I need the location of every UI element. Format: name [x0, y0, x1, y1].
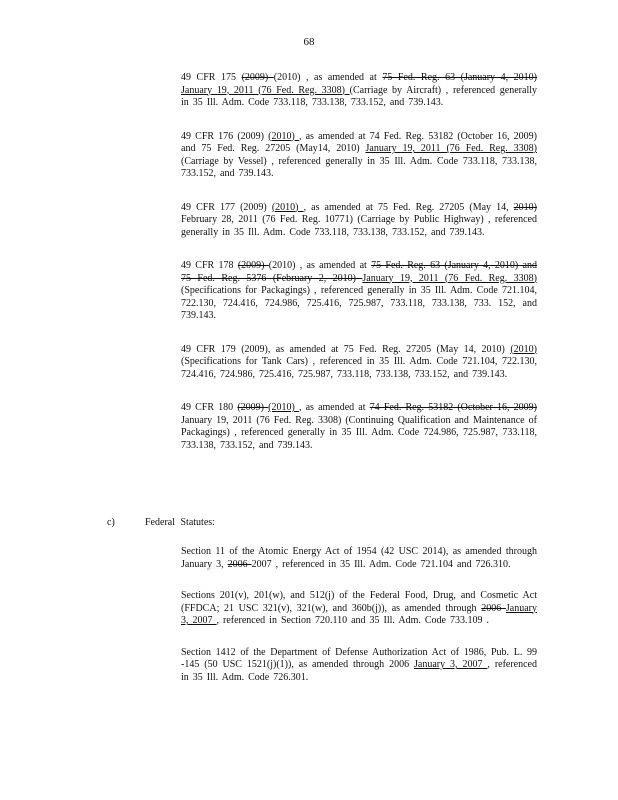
reference-entry [181, 131, 537, 181]
entry-text: 49 CFR 178 [181, 260, 238, 271]
inserted-text: January 3, 2007 [414, 659, 488, 670]
entry-text: 2007 , referenced in 35 Ill. Adm. Code 721.104 and 726.310. [251, 558, 511, 570]
entry-text: 49 CFR 179 (2009), as amended at 75 Fed. Reg. 27205 (May 14, 2010) [181, 343, 511, 355]
cfr-reference-list [181, 72, 537, 473]
reference-entry [181, 647, 537, 685]
inserted-text: January 3, 2007 [181, 602, 537, 626]
deleted-text: 75 Fed. Reg. 63 (January 4, 2010) [382, 72, 537, 83]
entry-text: 49 CFR 177 (2009) [181, 201, 272, 213]
inserted-text: (2010) [268, 130, 299, 142]
entry-text: , referenced in Section 720.110 and 35 Ill. Adm. Code 733.109 . [216, 615, 489, 626]
inserted-text: (2010) [510, 343, 537, 355]
entry-text: (Specifications for Packagings) , referenced generally in 35 Ill. Adm. Code 721.104, 722.130, 724.416, 724.986, 725.416, 725.987, 733.118, 733.138, 733. 152, and 739.143. [181, 285, 537, 321]
entry-text: (2010) , as amended at [273, 72, 383, 83]
entry-text: Section 11 of the Atomic Energy Act of 1954 (42 USC 2014), as amended through January 3, [181, 546, 537, 570]
deleted-text: 75 Fed. Reg. 63 (January 4, 2010) and 75 Fed. Reg. 5376 (February 2, 2010) [181, 260, 537, 284]
entry-text: February 28, 2011 (76 Fed. Reg. 10771) (Carriage by Public Highway) , referenced generally in 35 Ill. Adm. Code 733.118, 733.138, 733.152, and 739.143. [181, 214, 537, 238]
deleted-text: 74 Fed. Reg. 53182 (October 16, 2009) [369, 402, 537, 413]
reference-entry [181, 344, 537, 382]
entry-text: 49 CFR 176 (2009) [181, 130, 269, 142]
entry-text: , referenced in 35 Ill. Adm. Code 726.301. [181, 659, 538, 683]
entry-text: (Specifications for Tank Cars) , referenced in 35 Ill. Adm. Code 721.104, 722.130, 724.416, 724.986, 725.416, 725.987, 733.118, 733.138, 733.152, and 739.143. [181, 356, 537, 380]
deleted-text: (2009) [237, 402, 269, 413]
reference-entry [181, 260, 537, 323]
section-heading [107, 517, 215, 528]
reference-entry [181, 202, 537, 240]
statute-reference-list [181, 546, 537, 703]
entry-text: (Carriage by Vessel) , referenced generally in 35 Ill. Adm. Code 733.118, 733.138, 733.152, and 739.143. [181, 155, 537, 179]
entry-text: 49 CFR 175 [181, 72, 242, 83]
entry-text: Sections 201(v), 201(w), and 512(j) of the Federal Food, Drug, and Cosmetic Act (FFDCA; 21 USC 321(v), 321(w), and 360b(j)), as amended through [181, 590, 537, 614]
deleted-text: 2006 [481, 602, 506, 614]
reference-entry [181, 72, 537, 110]
deleted-text: 2010) [513, 201, 537, 213]
entry-text: (Carriage by Aircraft) , referenced generally in 35 Ill. Adm. Code 733.118, 733.138, 733.152, and 739.143. [181, 84, 538, 108]
inserted-text: January 19, 2011 (76 Fed. Reg. 3308) [362, 272, 537, 284]
page-number: 68 [303, 36, 315, 48]
reference-entry [181, 402, 537, 452]
deleted-text: (2009) [241, 72, 274, 83]
entry-text: 49 CFR 180 [181, 402, 238, 413]
inserted-text: (2010) [268, 402, 299, 413]
reference-entry [181, 590, 537, 628]
deleted-text: (2009) [237, 260, 269, 271]
entry-text: , as amended at [298, 402, 370, 413]
reference-entry [181, 546, 537, 571]
deleted-text: 2006 [227, 558, 252, 570]
entry-text: , as amended at 75 Fed. Reg. 27205 (May 14, [303, 201, 514, 213]
inserted-text: January 19, 2011 (76 Fed. Reg. 3308) [181, 84, 350, 96]
entry-text: (2010) , as amended at [268, 260, 372, 271]
entry-text: Section 1412 of the Department of Defense Authorization Act of 1986, Pub. L. 99 -145 (50 USC 1521(j)(1)), as amended through 2006 [181, 646, 537, 670]
entry-text: January 19, 2011 (76 Fed. Reg. 3308) (Continuing Qualification and Maintenance of Packagings) , referenced generally in 35 Ill. Adm. Code 724.986, 725.987, 733.118, 733.138, 733.152, and 739.143. [181, 414, 537, 451]
inserted-text: January 19, 2011 (76 Fed. Reg. 3308) [365, 143, 537, 154]
entry-text: , as amended at 74 Fed. Reg. 53182 (October 16, 2009) and 75 Fed. Reg. 27205 (May14, 2010) [181, 130, 537, 154]
inserted-text: (2010) [271, 201, 304, 213]
section-marker: c) [107, 517, 115, 528]
section-title: Federal Statutes: [145, 517, 215, 528]
